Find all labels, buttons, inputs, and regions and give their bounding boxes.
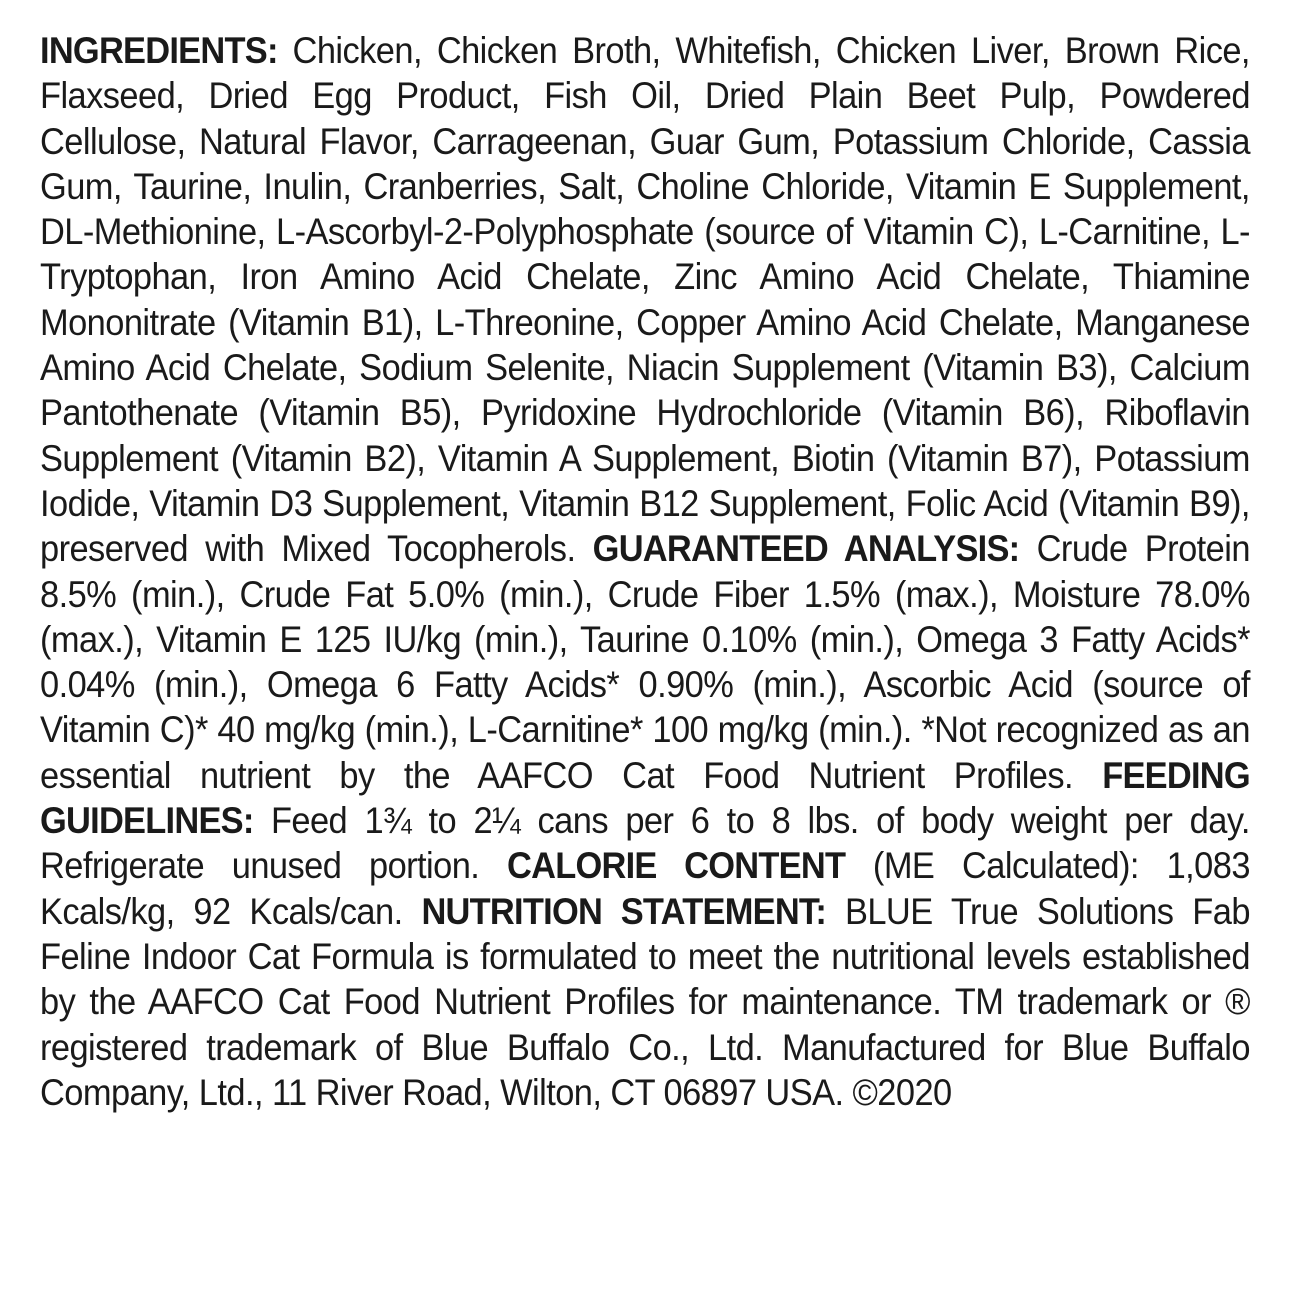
calorie-content-text: (ME Calculated): 1,083 Kcals/kg, 92 Kcals/can. — [40, 845, 1250, 932]
nutrition-label-panel — [40, 28, 1250, 1115]
feeding-guidelines-heading: FEEDING GUIDELINES: — [40, 754, 1250, 842]
ingredients-heading: INGREDIENTS: — [40, 30, 278, 71]
nutrition-statement-text: BLUE True Solutions Fab Feline Indoor Cat Formula is formulated to meet the nutritional levels established by the AAFCO Cat Food Nutrient Profiles for maintenance. TM trademark or ® registered trademark of Blue Buffalo Co., Ltd. Manufactured for Blue Buffalo Company, Ltd., 11 River Road, Wilton, CT 06897 USA. ©2020 — [40, 890, 1250, 1113]
guaranteed-analysis-heading: GUARANTEED ANALYSIS: — [592, 528, 1020, 570]
ingredients-text: Chicken, Chicken Broth, Whitefish, Chicken Liver, Brown Rice, Flaxseed, Dried Egg Product, Fish Oil, Dried Plain Beet Pulp, Powdered Cellulose, Natural Flavor, Carrageenan, Guar Gum, Potassium Chloride, Cassia Gum, Taurine, Inulin, Cranberries, Salt, Choline Chloride, Vitamin E Supplement, DL-Methionine, L-Ascorbyl-2-Polyphosphate (source of Vitamin C), L-Carnitine, L-Tryptophan, Iron Amino Acid Chelate, Zinc Amino Acid Chelate, Thiamine Mononitrate (Vitamin B1), L-Threonine, Copper Amino Acid Chelate, Manganese Amino Acid Chelate, Sodium Selenite, Niacin Supplement (Vitamin B3), Calcium Pantothenate (Vitamin B5), Pyridoxine Hydrochloride (Vitamin B6), Riboflavin Supplement (Vitamin B2), Vitamin A Supplement, Biotin (Vitamin B7), Potassium Iodide, Vitamin D3 Supplement, Vitamin B12 Supplement, Folic Acid (Vitamin B9), preserved with Mixed Tocopherols. — [40, 30, 1250, 570]
guaranteed-analysis-text: Crude Protein 8.5% (min.), Crude Fat 5.0% (min.), Crude Fiber 1.5% (max.), Moisture 78.0% (max.), Vitamin E 125 IU/kg (min.), Taurine 0.10% (min.), Omega 3 Fatty Acids* 0.04% (min.), Omega 6 Fatty Acids* 0.90% (min.), Ascorbic Acid (source of Vitamin C)* 40 mg/kg (min.), L-Carnitine* 100 mg/kg (min.). *Not recognized as an essential nutrient by the AAFCO Cat Food Nutrient Profiles. — [40, 528, 1250, 796]
nutrition-statement-heading: NUTRITION STATEMENT: — [421, 890, 827, 932]
calorie-content-heading: CALORIE CONTENT — [506, 845, 846, 887]
ingredients-section — [40, 30, 1250, 569]
feeding-guidelines-text: Feed 1¾ to 2¼ cans per 6 to 8 lbs. of body weight per day. Refrigerate unused portion. — [40, 800, 1250, 887]
